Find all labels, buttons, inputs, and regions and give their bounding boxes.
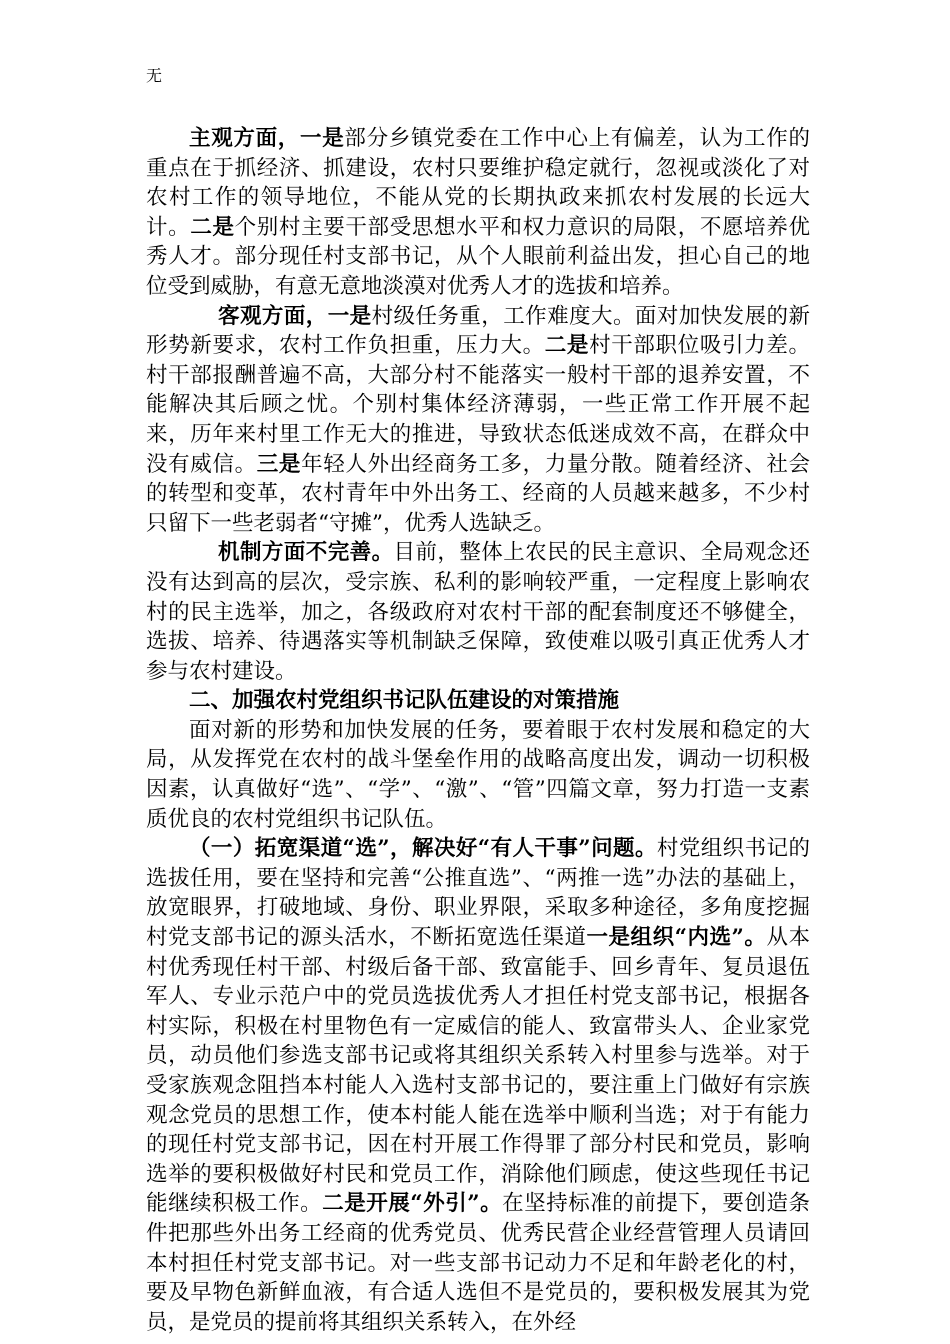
paragraph-text: 年轻人外出经商务工多，力量分散。随着经济、社会的转型和变革，农村青年中外出务工、经商的人员越来越多，不少村只留下一些老弱者“守摊”，优秀人选缺乏。 [146,451,810,536]
paragraph-text: 村干部职位吸引力差。村干部报酬普遍不高，大部分村不能落实一般村干部的退养安置，不能解决其后顾之忧。个别村集体经济薄弱，一些正常工作开展不起来，历年来村里工作无大的推进，导致状态低迷成效不高，在群众中没有威信。 [146,333,810,477]
paragraph-text: 在坚持标准的前提下，要创造条件把那些外出务工经商的优秀党员、优秀民营企业经营管理人员请回本村担任村党支部书记。对一些支部书记动力不足和年龄老化的村，要及早物色新鲜血液，有合适人选但不是党员的，要积极发展其为党员，是党员的提前将其组织关系转入，在外经 [146,1191,810,1335]
paragraph-subjective [146,124,810,302]
paragraph-text: 从本村优秀现任村干部、村级后备干部、致富能手、回乡青年、复员退伍军人、专业示范户中的党员选拔优秀人才担任村党支部书记，根据各村实际，积极在村里物色有一定威信的能人、致富带头人、企业家党员，动员他们参选支部书记或将其组织关系转入村里参与选举。对于受家族观念阻挡本村能人入选村支部书记的，要注重上门做好有宗族观念党员的思想工作，使本村能人能在选举中顺利当选；对于有能力的现任村党支部书记，因在村开展工作得罪了部分村民和党员，影响选举的要积极做好村民和党员工作，消除他们顾虑，使这些现任书记能继续积极工作。 [146,925,810,1217]
point-marker: 三是 [256,451,302,477]
paragraph-text: 村级任务重，工作难度大。面对加快发展的新形势新要求，农村工作负担重，压力大。 [146,303,810,359]
point-marker: 二是 [544,333,590,359]
header-mark: 无 [146,66,163,85]
paragraph-lead: 客观方面， [218,303,328,329]
section-heading: 二、加强农村党组织书记队伍建设的对策措施 [189,688,620,714]
point-marker: 一是组织“内选”。 [586,925,767,951]
paragraph-lead: （一）拓宽渠道“选”，解决好“有人干事”问题。 [189,836,657,862]
point-marker: 二是开展“外引”。 [322,1191,503,1217]
point-marker: 二是 [190,214,235,240]
paragraph-text: 村党组织书记的选拔任用，要在坚持和完善“公推直选”、“两推一选”办法的基础上，放宽眼界，打破地域、身份、职业界限，采取多种途径，多角度挖掘村党支部书记的源头活水，不断拓宽选任渠道 [146,836,810,951]
paragraph-text: 目前，整体上农民的民主意识、全局观念还没有达到高的层次，受宗族、私利的影响较严重，一定程度上影响农村的民主选举，加之，各级政府对农村干部的配套制度还不够健全，选拔、培养、待遇落实等机制缺乏保障，致使难以吸引真正优秀人才参与农村建设。 [146,540,810,684]
paragraph-text: 部分乡镇党委在工作中心上有偏差，认为工作的重点在于抓经济、抓建设，农村只要维护稳定就行，忽视或淡化了对农村工作的领导地位，不能从党的长期执政来抓农村发展的长远大计。 [146,126,810,240]
point-marker: 一是 [300,126,345,151]
paragraph-mechanism [146,538,810,686]
paragraph-text: 个别村主要干部受思想水平和权力意识的局限，不愿培养优秀人才。部分现任村支部书记，从个人眼前利益出发，担心自己的地位受到威胁，有意无意地淡漠对优秀人才的选拔和培养。 [146,214,810,299]
document-body [146,124,810,1337]
paragraph-intro [146,716,810,834]
paragraph-objective [146,302,810,539]
paragraph-lead: 机制方面不完善。 [218,540,394,566]
paragraph-select [146,834,810,1337]
point-marker: 一是 [327,303,372,329]
paragraph-lead: 主观方面， [189,126,301,151]
paragraph-text: 面对新的形势和加快发展的任务，要着眼于农村发展和稳定的大局，从发挥党在农村的战斗堡垒作用的战略高度出发，调动一切积极因素，认真做好“选”、“学”、“激”、“管”四篇文章，努力打造一支素质优良的农村党组织书记队伍。 [146,717,810,832]
